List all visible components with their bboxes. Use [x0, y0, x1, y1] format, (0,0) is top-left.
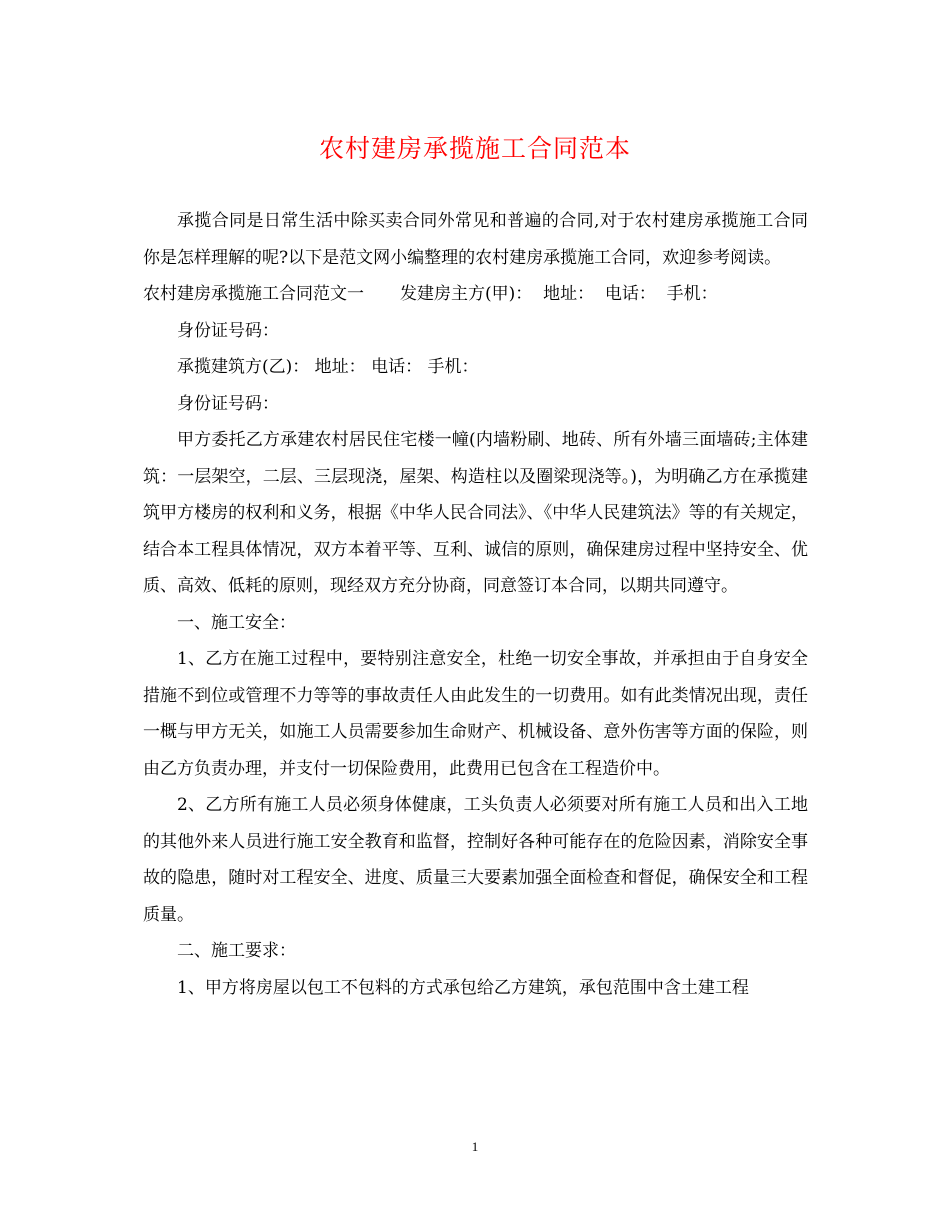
contract-heading-line — [143, 276, 808, 313]
article-1-item-2: 2、乙方所有施工人员必须身体健康，工头负责人必须要对所有施工人员和出入工地的其他外来人员进行施工安全教育和监督，控制好各种可能存在的危险因素，消除安全事故的隐患，随时对工程安全、进度、质量三大要素加强全面检查和督促，确保安全和工程质量。 — [143, 795, 808, 925]
document-body — [143, 203, 808, 1006]
article-1-item-1: 1、乙方在施工过程中，要特别注意安全，杜绝一切安全事故，并承担由于自身安全措施不到位或管理不力等等的事故责任人由此发生的一切费用。如有此类情况出现，责任一概与甲方无关，如施工人员需要参加生命财产、机械设备、意外伤害等方面的保险，则由乙方负责办理，并支付一切保险费用，此费用已包含在工程造价中。 — [143, 649, 808, 779]
section-heading: 农村建房承揽施工合同范文一 — [143, 284, 364, 304]
intro-paragraph: 承揽合同是日常生活中除买卖合同外常见和普遍的合同,对于农村建房承揽施工合同你是怎样理解的呢?以下是范文网小编整理的农村建房承揽施工合同，欢迎参考阅读。 — [143, 211, 808, 268]
page-number: 1 — [471, 1139, 479, 1154]
article-2-item-1: 1、甲方将房屋以包工不包料的方式承包给乙方建筑，承包范围中含土建工程 — [177, 977, 749, 998]
preamble-paragraph: 甲方委托乙方承建农村居民住宅楼一幢(内墙粉刷、地砖、所有外墙三面墙砖;主体建筑：一层架空，二层、三层现浇，屋架、构造柱以及圈梁现浇等。)，为明确乙方在承揽建筑甲方楼房的权利和义务，根据《中华人民合同法》、《中华人民建筑法》等的有关规定，结合本工程具体情况，双方本着平等、互利、诚信的原则，确保建房过程中坚持安全、优质、高效、低耗的原则，现经双方充分协商，同意签订本合同，以期共同遵守。 — [143, 430, 808, 596]
party-a-id: 身份证号码： — [177, 320, 279, 341]
party-b-id: 身份证号码： — [177, 393, 279, 414]
party-a-info: 发建房主方(甲)： 地址： 电话： 手机： — [400, 284, 718, 304]
document-title: 农村建房承揽施工合同范本 — [318, 134, 631, 163]
article-1-heading: 一、施工安全： — [177, 612, 296, 633]
article-2-heading: 二、施工要求： — [177, 941, 296, 961]
party-b-info: 承揽建筑方(乙)： 地址： 电话： 手机： — [177, 357, 479, 377]
